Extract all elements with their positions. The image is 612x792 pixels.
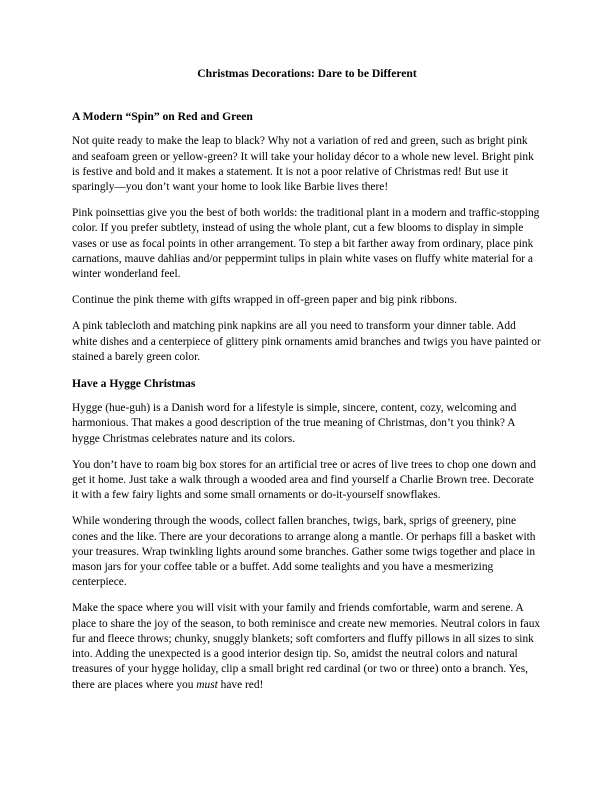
paragraph-text: have red! <box>217 678 264 691</box>
paragraph <box>72 601 542 692</box>
paragraph: Hygge (hue-guh) is a Danish word for a lifestyle is simple, sincere, content, cozy, welcoming and harmonious. That makes a good description of the true meaning of Christmas, don’t you think? A hygge Christmas celebrates nature and its colors. <box>72 402 517 445</box>
emphasis-text: must <box>196 678 218 691</box>
paragraph: Pink poinsettias give you the best of both worlds: the traditional plant in a modern and traffic-stopping color. If you prefer subtlety, instead of using the whole plant, cut a few blooms to display in simple vases or use as focal points in other arrangement. To step a bit farther away from ordinary, place pink carnations, mauve dahlias and/or peppermint tulips in plain white vases on fluffy white material for a winter wonderland feel. <box>72 207 540 281</box>
paragraph-text: Make the space where you will visit with your family and friends comfortable, warm and serene. A place to share the joy of the season, to both reminisce and create new memories. Neutral colors in faux fur and fleece throws; chunky, snuggly blankets; soft comforters and fluffy pillows in all sizes to sink into. Adding the unexpected is a good interior design tip. So, amidst the neutral colors and natural treasures of your hygge holiday, clip a small bright red cardinal (or two or three) onto a branch. Yes, there are places where you <box>72 602 541 691</box>
section-heading: A Modern “Spin” on Red and Green <box>72 110 253 124</box>
section-hygge-christmas <box>72 376 542 693</box>
paragraph: Continue the pink theme with gifts wrapped in off-green paper and big pink ribbons. <box>72 294 458 307</box>
section-modern-spin <box>72 109 542 365</box>
document-title: Christmas Decorations: Dare to be Different <box>197 67 417 80</box>
paragraph: While wondering through the woods, collect fallen branches, twigs, bark, sprigs of greenery, pine cones and the like. There are your decorations to arrange along a mantle. Or perhaps fill a basket with your treasures. Wrap twinkling lights around some branches. Gather some twigs together and place in mason jars for your coffee table or a buffet. Add some tealights and you have a mesmerizing centerpiece. <box>72 515 536 589</box>
document-page <box>72 66 542 704</box>
paragraph: Not quite ready to make the leap to black? Why not a variation of red and green, such as bright pink and seafoam green or yellow-green? It will take your holiday décor to a whole new level. Bright pink is festive and bold and it makes a statement. It is not a poor relative of Christmas red! But use it sparingly—you don’t want your home to look like Barbie lives there! <box>72 135 534 194</box>
paragraph: You don’t have to roam big box stores for an artificial tree or acres of live trees to chop one down and get it home. Just take a walk through a wooded area and find yourself a Charlie Brown tree. Decorate it with a few fairy lights and some small ornaments or do-it-yourself snowflakes. <box>72 458 536 502</box>
section-heading: Have a Hygge Christmas <box>72 377 196 391</box>
paragraph: A pink tablecloth and matching pink napkins are all you need to transform your dinner table. Add white dishes and a centerpiece of glittery pink ornaments amid branches and twigs you have painted or stained a barely green color. <box>72 320 541 363</box>
